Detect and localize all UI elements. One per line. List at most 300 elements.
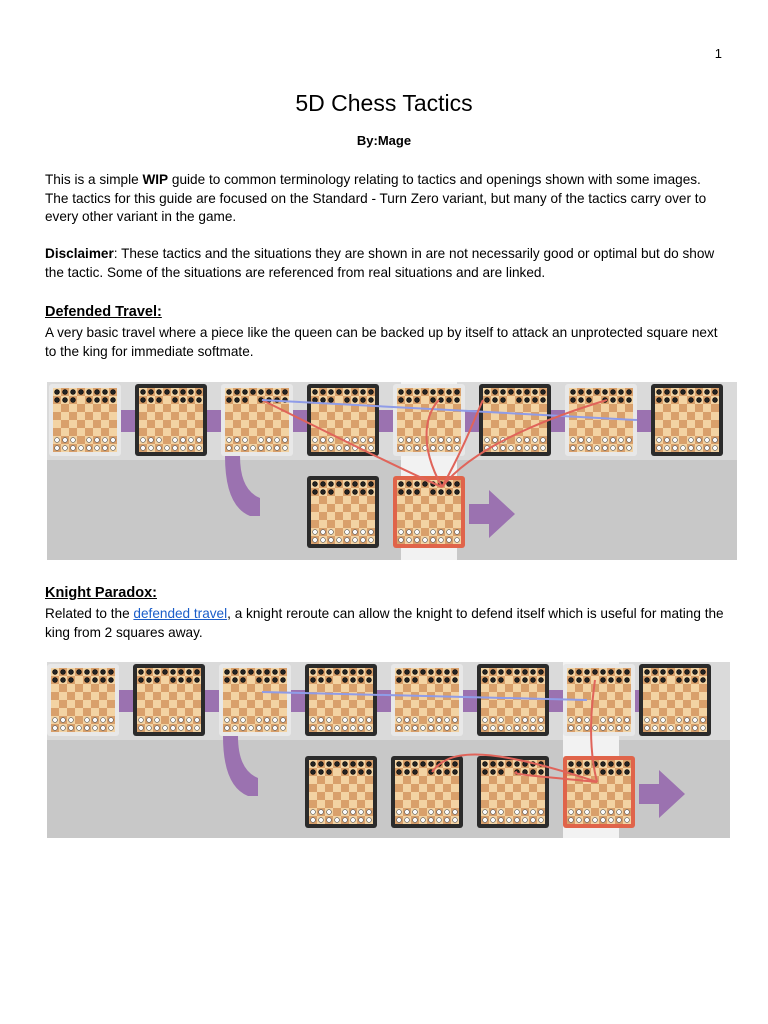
kp-board-7-piece [609,726,614,731]
dt-board-2-piece [149,398,154,403]
dt-board-6-piece [541,398,546,403]
kp-branch-board-1-square [357,800,365,808]
kp-branch-board-4-square [615,776,623,784]
kp-board-5-square [403,684,411,692]
kp-board-2-piece [139,678,144,683]
kp-board-7-square [599,700,607,708]
kp-branch-board-3-square [513,792,521,800]
dt-board-5-piece [423,390,428,395]
dt-board-4-piece [353,390,358,395]
kp-branch-board-2-square [427,776,435,784]
kp-branch-board-2-square [395,776,403,784]
intro-paragraph [45,171,725,227]
kp-board-6-square [513,708,521,716]
dt-board-5-piece [431,390,436,395]
dt-board-5-square [437,404,445,412]
dt-board-6-piece [509,390,514,395]
kp-board-3-piece [265,726,270,731]
kp-branch-board-1-square [349,792,357,800]
dt-board-1-square [69,420,77,428]
kp-branch-board-1-piece [311,810,316,815]
kp-board-1-square [83,708,91,716]
kp-board-1-piece [85,718,90,723]
kp-board-5-square [451,708,459,716]
kp-branch-board-4-piece [585,762,590,767]
dt-branch-board-2-piece [447,482,452,487]
kp-branch-board-3-piece [483,818,488,823]
kp-board-6-square [481,700,489,708]
dt-board-4-piece [329,390,334,395]
kp-board-2-square [145,692,153,700]
kp-board-6-piece [539,718,544,723]
kp-board-5-piece [413,726,418,731]
dt-branch-board-1-square [367,520,375,528]
kp-board-3-square [239,700,247,708]
kp-branch-board-3-square [481,800,489,808]
dt-branch-board-1-piece [313,530,318,535]
knight-paradox-text-after: , a knight reroute can allow the knight to defend itself which is useful for mating the king from 2 squares away. [45,606,724,640]
kp-board-7-square [567,684,575,692]
dt-board-3-square [249,404,257,412]
kp-branch-board-1-square [317,784,325,792]
dt-board-4-piece [345,446,350,451]
kp-board-8-square [659,700,667,708]
kp-board-5-square [419,676,427,684]
kp-branch-board-4-square [599,800,607,808]
dt-board-6-square [483,420,491,428]
dt-board-8-piece [673,438,678,443]
dt-branch-board-2-piece [439,530,444,535]
kp-board-2-piece [179,678,184,683]
kp-branch-board-4-piece [625,818,630,823]
kp-branch-board-2-piece [397,818,402,823]
dt-board-7-piece [611,438,616,443]
dt-board-6-piece [501,390,506,395]
kp-board-2-square [169,692,177,700]
kp-board-2-square [137,708,145,716]
kp-board-8-square [699,684,707,692]
kp-board-6-piece [539,726,544,731]
kp-board-3-piece [241,670,246,675]
kp-board-6-piece [531,670,536,675]
dt-branch-board-1-square [343,504,351,512]
dt-branch-board-2-piece [423,482,428,487]
kp-board-6-piece [523,670,528,675]
kp-board-6-piece [523,718,528,723]
kp-board-1-square [67,692,75,700]
dt-board-6-square [507,396,515,404]
dt-board-8-piece [657,398,662,403]
kp-board-8-piece [661,678,666,683]
dt-branch-board-1-piece [329,482,334,487]
dt-board-5-piece [439,446,444,451]
dt-board-6-piece [501,398,506,403]
dt-board-8-piece [705,390,710,395]
dt-board-7-piece [627,390,632,395]
kp-branch-board-4-square [599,776,607,784]
dt-board-7-square [609,420,617,428]
kp-board-2-piece [171,678,176,683]
kp-branch-board-4-square [599,784,607,792]
dt-board-8-square [679,396,687,404]
dt-board-8-square [679,420,687,428]
kp-board-8-square [667,692,675,700]
kp-board-6-square [489,708,497,716]
dt-board-2-square [147,420,155,428]
kp-board-2-piece [195,670,200,675]
dt-branch-board-1-square [335,520,343,528]
kp-branch-board-1-square [317,800,325,808]
kp-branch-board-4-piece [617,762,622,767]
kp-board-4-piece [367,718,372,723]
kp-board-7-piece [577,670,582,675]
kp-branch-board-2-piece [453,818,458,823]
kp-board-3-square [263,684,271,692]
dt-board-2-piece [173,438,178,443]
dt-board-3-square [257,420,265,428]
kp-board-7-square [583,692,591,700]
dt-branch-board-1-square [343,512,351,520]
kp-branch-board-2-square [427,784,435,792]
dt-board-5-square [413,412,421,420]
kp-board-1-square [75,716,83,724]
dt-board-1-square [61,420,69,428]
dt-branch-board-2-square [405,520,413,528]
kp-board-1-square [59,708,67,716]
kp-board-4-piece [359,718,364,723]
kp-board-4-piece [311,726,316,731]
dt-branch-board-1-square [367,496,375,504]
kp-board-3-square [231,692,239,700]
kp-board-2-piece [171,718,176,723]
dt-board-6-piece [485,438,490,443]
dt-board-4-square [327,412,335,420]
defended-travel-link[interactable]: defended travel [133,606,228,621]
kp-branch-board-4-piece [617,818,622,823]
dt-branch-board-2-piece [423,538,428,543]
dt-branch-board-1-square [327,520,335,528]
kp-branch-board-2-square [419,800,427,808]
kp-board-1-piece [61,718,66,723]
dt-board-1-square [109,420,117,428]
dt-board-4-square [351,428,359,436]
dt-board-8-piece [665,446,670,451]
kp-board-4-piece [327,678,332,683]
dt-board-7-square [617,404,625,412]
dt-board-4-piece [313,438,318,443]
dt-board-3-square [249,412,257,420]
document-title: 5D Chess Tactics [295,90,473,116]
kp-branch-board-2-piece [397,762,402,767]
kp-board-8-square [675,684,683,692]
dt-board-5-piece [455,398,460,403]
kp-board-7-piece [593,670,598,675]
dt-board-6-piece [533,446,538,451]
dt-branch-board-2-square [453,504,461,512]
kp-board-4-square [309,708,317,716]
dt-board-8-square [711,420,719,428]
dt-board-1-square [53,404,61,412]
dt-board-8-square [679,436,687,444]
dt-board-5-piece [439,398,444,403]
dt-board-6-square [483,428,491,436]
dt-board-3-piece [235,446,240,451]
dt-board-2-square [179,428,187,436]
kp-branch-board-3-square [497,800,505,808]
dt-board-7-piece [627,438,632,443]
kp-board-7-piece [569,726,574,731]
kp-branch-board-4-piece [577,810,582,815]
kp-branch-board-4-square [607,784,615,792]
kp-branch-board-2-piece [405,762,410,767]
dt-board-6-piece [533,438,538,443]
dt-branch-board-2-square [429,520,437,528]
dt-board-5-piece [431,446,436,451]
dt-board-8-piece [705,446,710,451]
kp-branch-board-3-piece [483,770,488,775]
kp-board-1-piece [85,678,90,683]
kp-board-7-piece [585,726,590,731]
dt-branch-board-1-piece [321,490,326,495]
kp-branch-board-1-square [309,784,317,792]
kp-board-6-piece [491,678,496,683]
kp-board-5-piece [413,678,418,683]
kp-branch-board-3-piece [491,818,496,823]
kp-board-7-piece [585,718,590,723]
kp-branch-board-4-piece [609,818,614,823]
kp-branch-board-2-square [403,800,411,808]
dt-board-6-square [491,428,499,436]
kp-branch-board-3-piece [491,770,496,775]
dt-board-1-piece [87,446,92,451]
dt-board-1-piece [87,390,92,395]
kp-board-2-square [161,700,169,708]
kp-branch-board-2-square [403,792,411,800]
kp-branch-board-3-piece [499,770,504,775]
kp-branch-board-3-square [489,776,497,784]
kp-board-1-square [59,684,67,692]
dt-board-2-piece [141,446,146,451]
dt-board-7-square [625,420,633,428]
dt-board-1-piece [111,438,116,443]
kp-board-3-square [239,692,247,700]
kp-board-3-piece [273,718,278,723]
dt-board-1-square [93,420,101,428]
kp-branch-board-3-square [505,768,513,776]
kp-board-8-square [667,700,675,708]
kp-board-5-square [395,700,403,708]
kp-board-6-square [505,684,513,692]
kp-branch-board-2-square [435,784,443,792]
dt-board-2-piece [149,446,154,451]
dt-board-6-piece [485,390,490,395]
dt-board-6-piece [541,390,546,395]
kp-branch-board-1-piece [335,818,340,823]
kp-branch-board-4-piece [569,762,574,767]
dt-board-6-square [483,412,491,420]
kp-branch-board-2-square [395,800,403,808]
kp-branch-board-1-square [365,792,373,800]
dt-board-4-piece [321,390,326,395]
dt-branch-board-1-square [311,520,319,528]
dt-branch-board-2-square [437,496,445,504]
dt-branch-board-2-square [421,488,429,496]
dt-board-3-square [233,412,241,420]
dt-branch-board-2-square [445,520,453,528]
dt-board-3-piece [227,438,232,443]
dt-board-8-square [695,428,703,436]
kp-board-7-square [607,684,615,692]
dt-board-5-square [429,428,437,436]
dt-branch-board-1-piece [369,530,374,535]
kp-board-8-piece [693,718,698,723]
dt-board-2-piece [197,446,202,451]
dt-board-7-piece [579,438,584,443]
dt-board-4-square [343,428,351,436]
kp-branch-board-3-square [481,792,489,800]
dt-board-8-piece [697,398,702,403]
kp-branch-board-3-piece [499,762,504,767]
kp-branch-board-3-square [521,776,529,784]
dt-board-3-square [265,412,273,420]
dt-branch-board-2-piece [439,490,444,495]
dt-board-8-piece [665,438,670,443]
kp-board-3-square [223,692,231,700]
dt-board-5-piece [447,446,452,451]
kp-board-1-piece [77,670,82,675]
dt-board-6-piece [533,390,538,395]
kp-board-8-piece [661,670,666,675]
dt-board-1-piece [71,398,76,403]
kp-branch-board-4-square [591,800,599,808]
kp-board-2-piece [195,726,200,731]
kp-board-3-piece [225,718,230,723]
kp-board-4-square [365,692,373,700]
kp-board-2-piece [187,726,192,731]
dt-board-5-piece [455,438,460,443]
dt-board-6-square [515,420,523,428]
kp-board-2-piece [179,726,184,731]
kp-board-3-piece [273,670,278,675]
kp-board-1-piece [53,678,58,683]
kp-branch-board-3-square [521,800,529,808]
kp-board-8-piece [701,678,706,683]
kp-branch-board-4-square [583,792,591,800]
kp-board-1-square [59,692,67,700]
dt-board-6-piece [525,438,530,443]
dt-board-8-piece [673,390,678,395]
kp-board-7-piece [577,718,582,723]
dt-board-8-square [687,412,695,420]
dt-board-3-square [225,412,233,420]
dt-board-1-piece [55,398,60,403]
kp-branch-board-3-piece [523,810,528,815]
kp-board-5-piece [421,726,426,731]
dt-board-7-square [585,428,593,436]
kp-branch-board-2-square [419,768,427,776]
dt-board-6-piece [517,398,522,403]
kp-branch-board-2-square [443,800,451,808]
kp-branch-board-2-square [411,800,419,808]
dt-board-4-piece [361,398,366,403]
dt-board-6-square [499,420,507,428]
kp-branch-board-3-piece [499,810,504,815]
kp-board-4-piece [327,670,332,675]
dt-board-6-square [531,404,539,412]
kp-board-3-square [247,700,255,708]
dt-board-8-piece [713,438,718,443]
dt-branch-board-2-piece [431,530,436,535]
dt-board-6-square [515,404,523,412]
kp-board-6-square [489,700,497,708]
dt-branch-board-1-square [311,504,319,512]
dt-board-3-square [257,428,265,436]
kp-board-8-square [675,700,683,708]
dt-branch-board-1-square [327,504,335,512]
kp-branch-board-1-piece [327,810,332,815]
kp-branch-board-1-square [333,792,341,800]
kp-branch-board-3-square [529,800,537,808]
dt-board-6-square [491,420,499,428]
dt-board-3-square [249,428,257,436]
dt-board-3-piece [227,398,232,403]
dt-board-3-square [249,436,257,444]
dt-board-2-piece [181,398,186,403]
kp-board-8-piece [701,726,706,731]
dt-branch-board-1-square [351,496,359,504]
dt-branch-board-2-square [421,496,429,504]
dt-board-5-square [437,428,445,436]
kp-board-5-square [419,716,427,724]
kp-board-3-piece [233,678,238,683]
kp-branch-board-4-square [583,800,591,808]
dt-branch-board-2-square [413,520,421,528]
kp-board-4-piece [367,726,372,731]
dt-board-5-square [453,428,461,436]
kp-board-6-piece [507,726,512,731]
kp-branch-board-1-piece [311,818,316,823]
kp-board-2-piece [187,678,192,683]
dt-branch-board-1-piece [361,482,366,487]
dt-board-3-square [273,412,281,420]
kp-board-1-square [75,700,83,708]
dt-board-5-piece [399,390,404,395]
dt-board-7-square [577,420,585,428]
kp-branch-board-3-piece [507,762,512,767]
dt-board-3-square [281,428,289,436]
kp-board-7-piece [585,670,590,675]
kp-board-3-piece [281,726,286,731]
kp-branch-board-2-square [419,784,427,792]
kp-board-3-piece [241,726,246,731]
dt-board-3-square [233,404,241,412]
kp-branch-board-1-square [309,776,317,784]
kp-board-1-piece [101,718,106,723]
kp-board-8-square [667,716,675,724]
dt-board-1-square [53,420,61,428]
kp-board-4-square [357,700,365,708]
dt-board-1-piece [87,398,92,403]
kp-branch-board-4-square [623,784,631,792]
dt-board-5-piece [407,446,412,451]
kp-branch-board-2-square [419,792,427,800]
kp-branch-board-1-square [357,776,365,784]
kp-branch-board-1-square [365,800,373,808]
kp-branch-board-3-square [497,776,505,784]
kp-board-1-square [75,708,83,716]
dt-board-2-square [187,428,195,436]
kp-board-1-square [67,700,75,708]
